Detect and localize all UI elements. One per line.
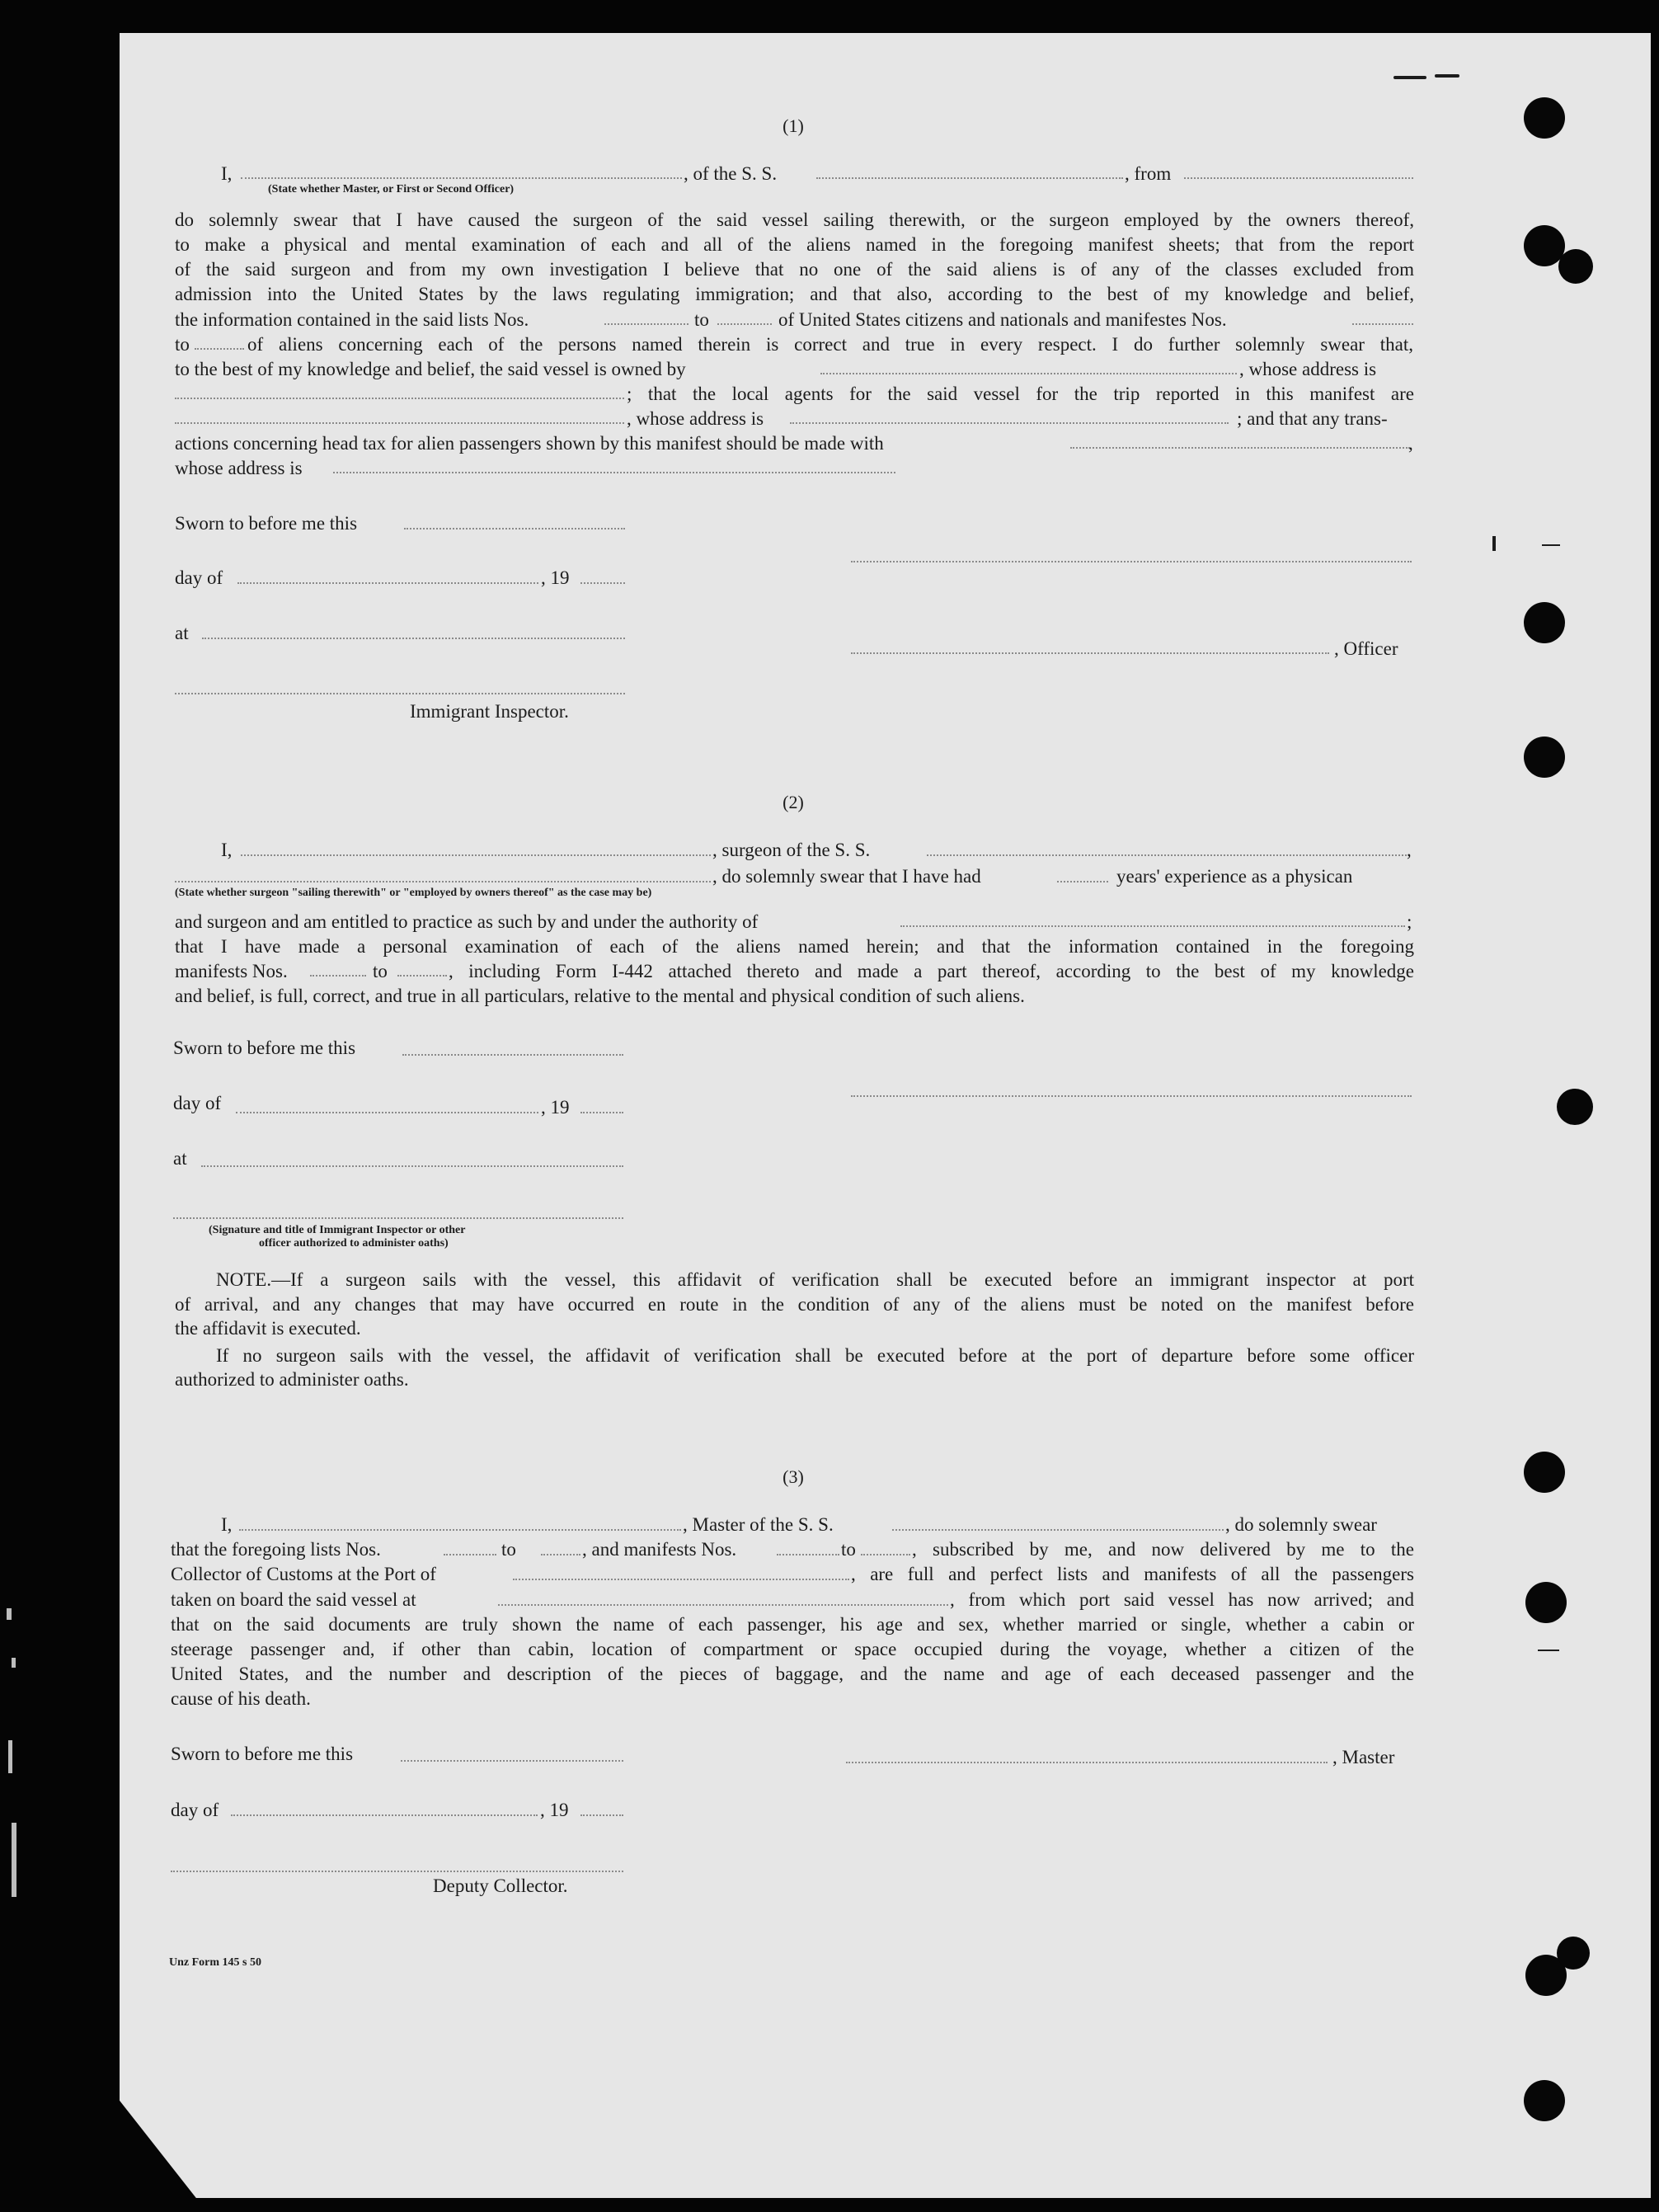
s2-place-field[interactable] — [201, 1165, 623, 1167]
owner-address-field[interactable] — [175, 398, 624, 399]
s1-year-field[interactable] — [580, 582, 625, 584]
s3-master-of-label: , Master of the S. S. — [683, 1514, 834, 1535]
s3-line-2a: Collector of Customs at the Port of — [171, 1564, 436, 1584]
s1-line-5b: to — [694, 309, 709, 330]
s2-manifests-from-field[interactable] — [310, 975, 366, 977]
lists-from-field[interactable] — [604, 323, 689, 325]
from-port-field[interactable] — [1184, 177, 1413, 179]
punch-hole — [1557, 1089, 1593, 1125]
note-p1-line-3: the affidavit is executed. — [175, 1318, 361, 1339]
scan-mark — [1492, 536, 1496, 551]
s1-line-11: whose address is — [175, 458, 303, 478]
s1-line-5c: of United States citizens and nationals and manifestes Nos. — [778, 309, 1227, 330]
officer-name-field[interactable] — [241, 177, 682, 179]
s3-year-field[interactable] — [580, 1814, 623, 1816]
s1-sworn-label: Sworn to before me this — [175, 513, 358, 534]
scan-mark — [8, 1740, 12, 1773]
s2-line-2: that I have made a personal examination of each of the aliens named herein; and that the information contained in the foregoing — [175, 936, 1414, 957]
s1-year-label: , 19 — [541, 567, 570, 588]
s1-line-1: do solemnly swear that I have caused the surgeon of the said vessel sailing therewith, or the surgeon employed by the owners thereof, — [175, 209, 1414, 230]
of-ss-label: , of the S. S. — [684, 163, 778, 184]
punch-hole — [1524, 737, 1565, 778]
s1-officer-field[interactable] — [851, 652, 1329, 654]
punch-hole — [1558, 249, 1593, 284]
s2-comma: , — [1407, 840, 1412, 860]
s3-line-1b: to — [501, 1539, 516, 1560]
scan-mark — [1542, 544, 1560, 546]
s3-lists-to-field[interactable] — [541, 1554, 580, 1555]
manifests-to-field[interactable] — [195, 348, 244, 350]
s2-surgeon-of-label: , surgeon of the S. S. — [712, 840, 871, 860]
form-id: Unz Form 145 s 50 — [169, 1956, 261, 1969]
s2-years-label: years' experience as a physican — [1116, 866, 1353, 887]
from-label: , from — [1125, 163, 1172, 184]
state-note: (State whether Master, or First or Second Officer) — [268, 183, 515, 195]
s2-day-of-label: day of — [173, 1093, 222, 1113]
s2-signature-field[interactable] — [851, 1095, 1412, 1097]
s1-day-of-label: day of — [175, 567, 223, 588]
master-name-field[interactable] — [239, 1529, 681, 1531]
s1-inspector-signature-field[interactable] — [175, 693, 625, 694]
manifests-from-field[interactable] — [1352, 323, 1413, 325]
s1-officer-label: , Officer — [1334, 638, 1398, 659]
s1-line-9b: ; and that any trans- — [1237, 408, 1388, 429]
s2-at-label: at — [173, 1148, 187, 1169]
s3-collector-label: Deputy Collector. — [433, 1875, 568, 1896]
s3-manifests-to-field[interactable] — [861, 1554, 910, 1555]
s3-line-2b: , are full and perfect lists and manifests of all the passengers — [851, 1564, 1414, 1584]
s3-master-signature-field[interactable] — [846, 1762, 1328, 1763]
s1-line-2: to make a physical and mental examination of each and all of the aliens named in the foregoing manifest sheets; that from the report — [175, 234, 1414, 255]
s1-line-6a: to — [175, 334, 190, 355]
years-experience-field[interactable] — [1057, 881, 1108, 882]
surgeon-name-field[interactable] — [241, 854, 711, 856]
section-1-number: (1) — [783, 115, 804, 136]
s1-inspector-label: Immigrant Inspector. — [410, 701, 569, 722]
s2-sig-note-2: officer authorized to administer oaths) — [259, 1237, 449, 1250]
s3-line-1d: to — [841, 1539, 856, 1560]
punch-hole — [1557, 1937, 1590, 1970]
s1-line-10: actions concerning head tax for alien passengers shown by this manifest should be made with — [175, 433, 884, 454]
s1-sworn-date-field[interactable] — [404, 528, 625, 529]
s3-master-label: , Master — [1332, 1747, 1395, 1767]
s1-line-3: of the said surgeon and from my own investigation I believe that no one of the said aliens is of any of the classes excluded from — [175, 259, 1414, 280]
s2-state-note: (State whether surgeon "sailing therewith" or "employed by owners thereof" as the case may be) — [175, 887, 652, 899]
s3-line-3a: taken on board the said vessel at — [171, 1589, 416, 1610]
s2-surgeon-type-field[interactable] — [175, 881, 711, 882]
owner-field[interactable] — [820, 373, 1237, 374]
s2-line-4: and belief, is full, correct, and true in all particulars, relative to the mental and physical condition of such aliens. — [175, 986, 1025, 1006]
s1-signature-field[interactable] — [851, 561, 1412, 562]
s3-sworn-date-field[interactable] — [401, 1760, 623, 1762]
s3-line-6: United States, and the number and description of the pieces of baggage, and the name and age of each deceased passenger and the — [171, 1664, 1414, 1684]
s3-line-7: cause of his death. — [171, 1688, 311, 1709]
punch-hole — [1524, 97, 1565, 139]
s3-line-1c: , and manifests Nos. — [582, 1539, 737, 1560]
section-3-number: (3) — [783, 1466, 804, 1487]
s3-line-5: steerage passenger and, if other than cabin, location of compartment or space occupied during the voyage, whether a citizen of the — [171, 1639, 1414, 1659]
s3-month-field[interactable] — [231, 1814, 538, 1816]
s2-line-3b: to — [373, 961, 388, 981]
s2-semicolon: ; — [1407, 911, 1412, 932]
s1-month-field[interactable] — [237, 582, 538, 584]
s2-line-1: and surgeon and am entitled to practice as such by and under the authority of — [175, 911, 759, 932]
punch-hole — [1524, 602, 1565, 643]
agents-field[interactable] — [175, 422, 624, 424]
s1-line-7a: to the best of my knowledge and belief, the said vessel is owned by — [175, 359, 686, 379]
s2-line-3c: , including Form I-442 attached thereto and made a part thereof, according to the best of my knowledge — [449, 961, 1414, 981]
s3-line-1a: that the foregoing lists Nos. — [171, 1539, 381, 1560]
s3-line-3b: , from which port said vessel has now arrived; and — [950, 1589, 1414, 1610]
s3-lists-from-field[interactable] — [444, 1554, 496, 1555]
scan-mark — [1435, 74, 1459, 78]
agents-address-field[interactable] — [790, 422, 1229, 424]
head-tax-address-field[interactable] — [333, 472, 895, 473]
note-p1-line-1: NOTE.—If a surgeon sails with the vessel, this affidavit of verification shall be executed before an immigrant inspector at port — [216, 1269, 1414, 1290]
s2-sworn-label: Sworn to before me this — [173, 1038, 356, 1058]
s3-collector-signature-field[interactable] — [171, 1871, 623, 1872]
s2-year-label: , 19 — [541, 1097, 570, 1118]
s3-day-of-label: day of — [171, 1800, 219, 1820]
punch-hole — [1524, 1452, 1565, 1493]
s2-vessel-name-field[interactable] — [927, 854, 1407, 856]
s1-at-label: at — [175, 623, 189, 643]
s2-sworn-date-field[interactable] — [402, 1054, 623, 1056]
s3-line-4: that on the said documents are truly shown the name of each passenger, his age and sex, whether married or single, whether a cabin or — [171, 1614, 1414, 1635]
s1-line-9a: , whose address is — [627, 408, 764, 429]
s2-manifests-to-field[interactable] — [397, 975, 447, 977]
s1-comma: , — [1408, 433, 1413, 454]
intro-i: I, — [221, 163, 233, 184]
s1-place-field[interactable] — [202, 638, 625, 639]
s2-year-field[interactable] — [580, 1112, 623, 1113]
s2-month-field[interactable] — [236, 1112, 538, 1113]
s1-line-6b: of aliens concerning each of the persons named therein is correct and true in every respect. I do further solemnly swear that, — [247, 334, 1413, 355]
boarding-port-field[interactable] — [498, 1604, 948, 1606]
s3-swear-label: , do solemnly swear — [1225, 1514, 1377, 1535]
s3-intro-i: I, — [221, 1514, 233, 1535]
s2-inspector-signature-field[interactable] — [173, 1217, 623, 1219]
s2-line-3a: manifests Nos. — [175, 961, 288, 981]
s2-swear-label: , do solemnly swear that I have had — [712, 866, 981, 887]
s3-year-label: , 19 — [540, 1800, 569, 1820]
scan-mark — [12, 1658, 16, 1668]
s2-sig-note-1: (Signature and title of Immigrant Inspector or other — [209, 1224, 466, 1236]
s3-sworn-label: Sworn to before me this — [171, 1744, 354, 1764]
section-2-number: (2) — [783, 792, 804, 812]
s1-line-7b: , whose address is — [1239, 359, 1377, 379]
scan-mark — [1538, 1650, 1559, 1651]
scan-mark — [7, 1608, 12, 1620]
lists-to-field[interactable] — [717, 323, 772, 325]
s2-intro-i: I, — [221, 840, 233, 860]
note-p1-line-2: of arrival, and any changes that may have occurred en route in the condition of any of the aliens must be noted on the manifest before — [175, 1294, 1414, 1315]
note-p2-line-2: authorized to administer oaths. — [175, 1369, 409, 1390]
punch-hole — [1525, 1582, 1567, 1623]
note-p2-line-1: If no surgeon sails with the vessel, the affidavit of verification shall be executed before at the port of departure before some officer — [216, 1345, 1414, 1366]
s1-line-5a: the information contained in the said lists Nos. — [175, 309, 529, 330]
s1-line-4: admission into the United States by the laws regulating immigration; and that also, according to the best of my knowledge and belief, — [175, 284, 1414, 304]
vessel-name-field[interactable] — [816, 177, 1123, 179]
scan-mark — [12, 1823, 16, 1897]
s1-line-8: ; that the local agents for the said vessel for the trip reported in this manifest are — [627, 384, 1414, 404]
scan-mark — [1393, 76, 1426, 79]
s3-manifests-from-field[interactable] — [777, 1554, 839, 1555]
s3-vessel-name-field[interactable] — [892, 1529, 1224, 1531]
collector-port-field[interactable] — [513, 1579, 849, 1580]
head-tax-contact-field[interactable] — [1070, 447, 1410, 449]
s3-line-1e: , subscribed by me, and now delivered by me to the — [912, 1539, 1414, 1560]
authority-field[interactable] — [900, 925, 1405, 927]
punch-hole — [1524, 2080, 1565, 2121]
